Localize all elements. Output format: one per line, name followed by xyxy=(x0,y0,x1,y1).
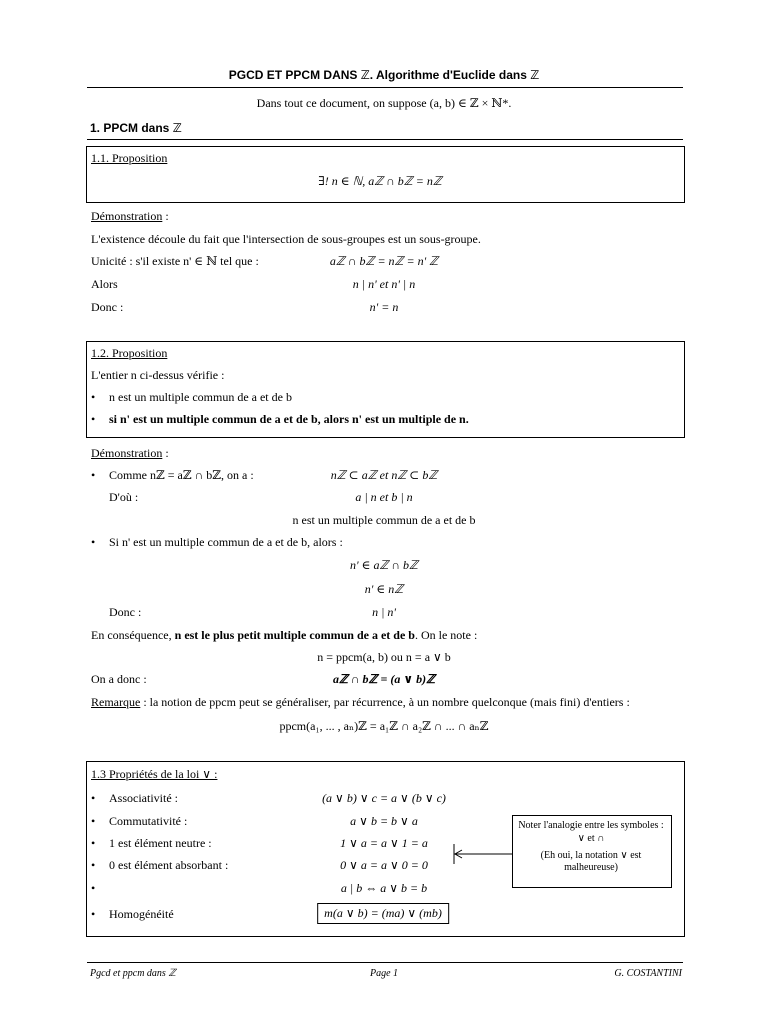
conclusion-1: n est un multiple commun de a et de b xyxy=(292,513,476,527)
proposition-1-2-item2: si n' est un multiple commun de a et de b, alors n' est un multiple de n. xyxy=(109,412,469,426)
donc-2-formula: n | n' xyxy=(372,605,396,619)
remarque-formula: ppcm(a₁, ... , aₙ)ℤ = a₁ℤ ∩ a₂ℤ ∩ ... ∩ aₙℤ xyxy=(279,719,489,733)
comme-formula: nℤ ⊂ aℤ et nℤ ⊂ bℤ xyxy=(330,468,438,482)
property-label: Associativité : xyxy=(109,791,178,805)
property-label: Homogénéité xyxy=(109,907,174,921)
homogeneity-formula-boxed: m(a ∨ b) = (ma) ∨ (mb) xyxy=(317,903,449,924)
bullet-icon: • xyxy=(91,836,96,850)
footer-right: G. COSTANTINI xyxy=(614,968,682,979)
page-title: PGCD ET PPCM DANS ℤ. Algorithme d'Euclide dans ℤ xyxy=(228,68,540,82)
property-formula: (a ∨ b) ∨ c = a ∨ (b ∨ c) xyxy=(322,791,446,805)
section-rule xyxy=(87,139,683,140)
bullet-icon: • xyxy=(91,412,96,426)
proposition-1-1-title: 1.1. Proposition xyxy=(91,151,168,165)
left-arrow-icon xyxy=(448,842,514,866)
bullet-icon: • xyxy=(91,468,96,482)
property-label: 0 est élément absorbant : xyxy=(109,858,229,872)
alors-label: Alors xyxy=(91,277,118,291)
dou-formula: a | n et b | n xyxy=(355,490,413,504)
property-formula: a ∨ b = b ∨ a xyxy=(350,814,418,828)
footer-center: Page 1 xyxy=(369,968,399,979)
si-label: Si n' est un multiple commun de a et de b, alors : xyxy=(109,535,343,549)
unicity-formula: aℤ ∩ bℤ = nℤ = n' ℤ xyxy=(329,254,439,268)
intro-text: Dans tout ce document, on suppose (a, b) ∈ ℤ × ℕ*. xyxy=(256,96,512,110)
note-line2: ∨ et ∩ xyxy=(577,833,605,844)
si-formula-2: n' ∈ nℤ xyxy=(364,582,404,596)
proposition-1-3-title: 1.3 Propriétés de la loi ∨ : xyxy=(91,767,218,781)
property-formula: 0 ∨ a = a ∨ 0 = 0 xyxy=(340,858,428,872)
onadonc-formula: aℤ ∩ bℤ = (a ∨ b)ℤ xyxy=(332,672,436,686)
comme-label: Comme nℤ = aℤ ∩ bℤ, on a : xyxy=(109,468,254,482)
section-heading: 1. PPCM dans ℤ xyxy=(90,121,182,135)
title-rule xyxy=(87,87,683,88)
consequence-formula: n = ppcm(a, b) ou n = a ∨ b xyxy=(317,650,451,664)
footer-rule xyxy=(87,962,683,963)
bullet-icon: • xyxy=(91,881,96,895)
demonstration-1-label: Démonstration : xyxy=(91,209,169,223)
demonstration-1-line1: L'existence découle du fait que l'intersection de sous-groupes est un sous-groupe. xyxy=(91,232,481,246)
proposition-1-2-title: 1.2. Proposition xyxy=(91,346,168,360)
dou-label: D'où : xyxy=(109,490,139,504)
unicity-label: Unicité : s'il existe n' ∈ ℕ tel que : xyxy=(91,254,259,268)
bullet-icon: • xyxy=(91,535,96,549)
demonstration-2-label: Démonstration : xyxy=(91,446,169,460)
property-label: Commutativité : xyxy=(109,814,188,828)
bullet-icon: • xyxy=(91,907,96,921)
footer-left: Pgcd et ppcm dans ℤ xyxy=(90,968,176,979)
proposition-1-2-intro: L'entier n ci-dessus vérifie : xyxy=(91,368,225,382)
property-formula: a | b ⇔ a ∨ b = b xyxy=(340,881,428,895)
remarque-line: Remarque : la notion de ppcm peut se généraliser, par récurrence, à un nombre quelconque (mais fini) d'entiers : xyxy=(91,695,630,709)
note-line3: (Eh oui, la notation ∨ est xyxy=(540,850,642,861)
proposition-1-2-item1: n est un multiple commun de a et de b xyxy=(109,390,292,404)
bullet-icon: • xyxy=(91,390,96,404)
bullet-icon: • xyxy=(91,791,96,805)
si-formula-1: n' ∈ aℤ ∩ bℤ xyxy=(350,558,418,572)
property-label: 1 est élément neutre : xyxy=(109,836,212,850)
property-formula: 1 ∨ a = a ∨ 1 = a xyxy=(340,836,428,850)
donc-2-label: Donc : xyxy=(109,605,142,619)
bullet-icon: • xyxy=(91,858,96,872)
alors-formula: n | n' et n' | n xyxy=(352,277,416,291)
onadonc-label: On a donc : xyxy=(91,672,147,686)
note-line1: Noter l'analogie entre les symboles : xyxy=(518,820,664,831)
bullet-icon: • xyxy=(91,814,96,828)
consequence-line: En conséquence, n est le plus petit multiple commun de a et de b. On le note : xyxy=(91,628,478,642)
note-line4: malheureuse) xyxy=(564,862,618,873)
proposition-1-1-formula: ∃! n ∈ ℕ, aℤ ∩ bℤ = nℤ xyxy=(318,174,442,188)
donc-formula: n' = n xyxy=(369,300,399,314)
donc-label: Donc : xyxy=(91,300,124,314)
